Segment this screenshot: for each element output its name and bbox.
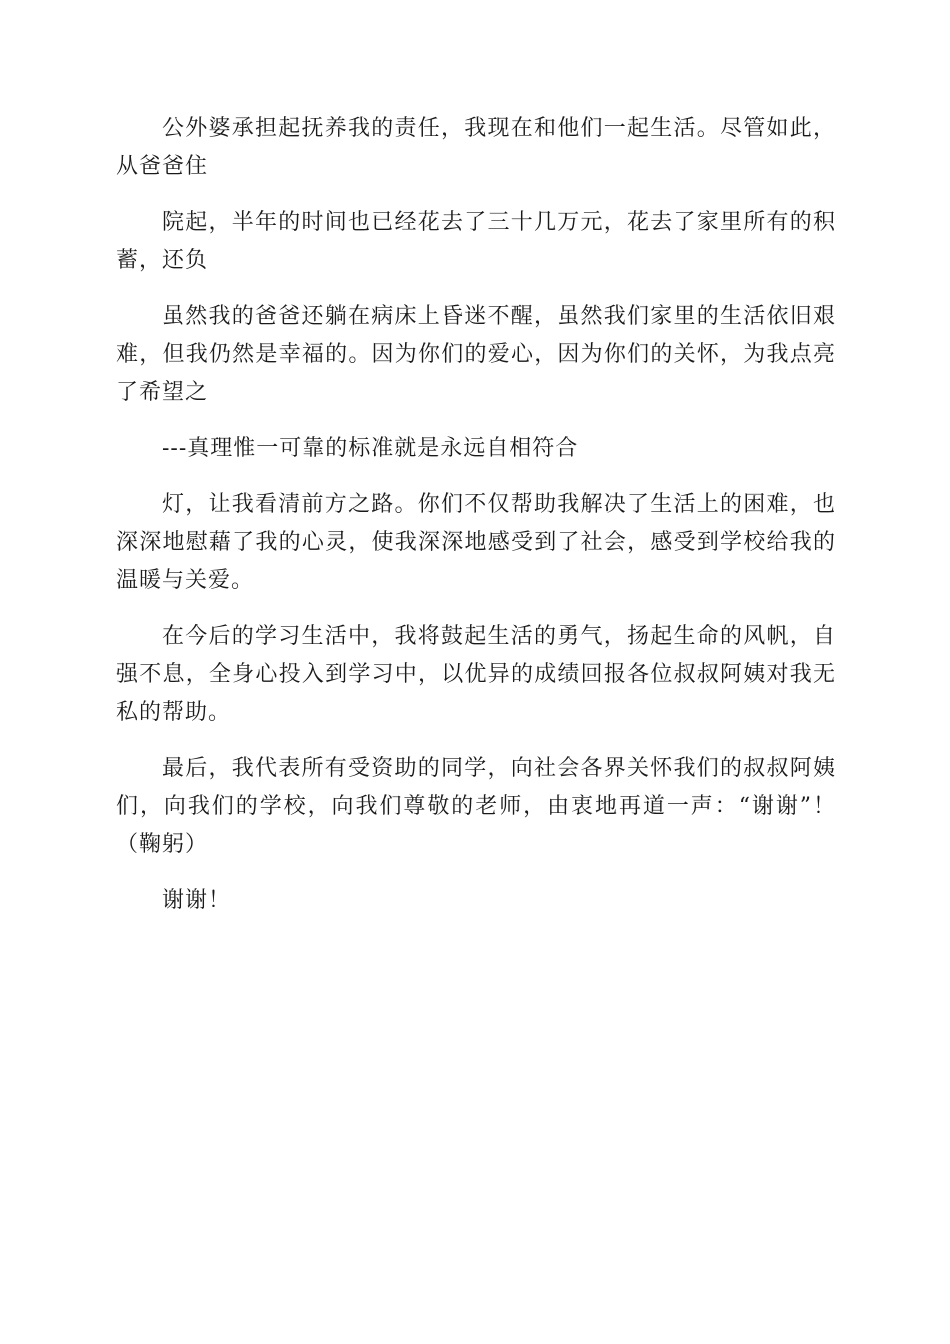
paragraph: 公外婆承担起抚养我的责任，我现在和他们一起生活。尽管如此，从爸爸住 [116,116,836,179]
quote-line: ---真理惟一可靠的标准就是永远自相符合 [162,436,579,461]
paragraph: 在今后的学习生活中，我将鼓起生活的勇气，扬起生命的风帆，自强不息，全身心投入到学习中，以优异的成绩回报各位叔叔阿姨对我无私的帮助。 [116,624,836,725]
document-body [116,110,836,938]
paragraph: 最后，我代表所有受资助的同学，向社会各界关怀我们的叔叔阿姨们，向我们的学校，向我们尊敬的老师，由衷地再道一声：“谢谢”！（鞠躬） [116,756,836,857]
paragraph: 灯，让我看清前方之路。你们不仅帮助我解决了生活上的困难，也深深地慰藉了我的心灵，使我深深地感受到了社会，感受到学校给我的温暖与关爱。 [116,492,836,593]
closing-line: 谢谢！ [162,888,232,913]
paragraph: 虽然我的爸爸还躺在病床上昏迷不醒，虽然我们家里的生活依旧艰难，但我仍然是幸福的。因为你们的爱心，因为你们的关怀，为我点亮了希望之 [116,304,836,405]
paragraph: 院起，半年的时间也已经花去了三十几万元，花去了家里所有的积蓄，还负 [116,210,836,273]
